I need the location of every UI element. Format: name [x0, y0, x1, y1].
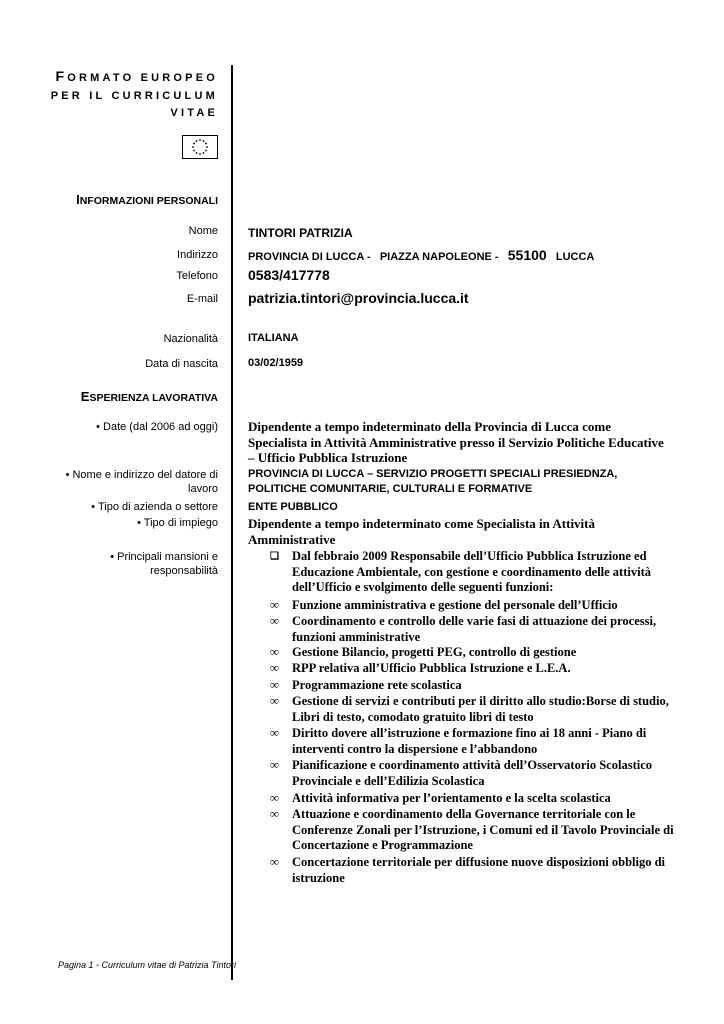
experience-heading: ESPERIENZA LAVORATIVA	[80, 389, 218, 404]
infinity-bullet-icon: ∞	[270, 661, 279, 675]
value-address: PROVINCIA DI LUCCA - PIAZZA NAPOLEONE - 55100 LUCCA	[248, 247, 595, 263]
eu-flag-icon	[182, 135, 218, 159]
value-name: TINTORI PATRIZIA	[248, 226, 353, 240]
infinity-bullet-icon: ∞	[270, 645, 279, 659]
label-employer: • Nome e indirizzo del datore di lavoro	[65, 469, 218, 495]
label-name: Nome	[188, 225, 218, 237]
infinity-bullet-icon: ∞	[270, 694, 279, 708]
cv-format-heading: FORMATO EUROPEO PER IL CURRICULUM VITAE	[50, 68, 218, 119]
value-birth-date: 03/02/1959	[248, 357, 304, 369]
infinity-bullet-icon: ∞	[270, 791, 279, 805]
value-sector: ENTE PUBBLICO	[248, 501, 338, 513]
label-nationality: Nazionalità	[163, 333, 218, 345]
main-duty-item: ❑ Dal febbraio 2009 Responsabile dell’Ufficio Pubblica Istruzione ed Educazione Ambientale, con gestione e coordinamento delle attività dell’Ufficio e svolgimento delle seguenti funzioni:	[270, 549, 651, 594]
square-bullet-icon: ❑	[270, 551, 279, 562]
value-phone: 0583/417778	[248, 267, 330, 283]
label-phone: Telefono	[176, 270, 218, 282]
label-address: Indirizzo	[177, 249, 218, 261]
label-job-type: • Tipo di impiego	[137, 517, 218, 529]
infinity-bullet-icon: ∞	[270, 807, 279, 821]
value-employer: PROVINCIA DI LUCCA – SERVIZIO PROGETTI SPECIALI PRESIEDNZA, POLITICHE COMUNITARIE, CULTURALI E FORMATIVE	[248, 468, 618, 495]
infinity-bullet-icon: ∞	[270, 614, 279, 628]
label-sector: • Tipo di azienda o settore	[91, 501, 218, 513]
infinity-bullet-icon: ∞	[270, 855, 279, 869]
label-birth-date: Data di nascita	[145, 358, 218, 370]
infinity-bullet-icon: ∞	[270, 758, 279, 772]
infinity-bullet-icon: ∞	[270, 598, 279, 612]
value-email[interactable]: patrizia.tintori@provincia.lucca.it	[248, 290, 469, 306]
infinity-bullet-icon: ∞	[270, 726, 279, 740]
value-job-type: Dipendente a tempo indeterminato come Specialista in Attività Amministrative	[248, 516, 595, 547]
value-nationality: ITALIANA	[248, 332, 299, 344]
value-dates: Dipendente a tempo indeterminato della Provincia di Lucca come Specialista in Attività Amministrative presso il Servizio Politiche Educative – Ufficio Pubblica Istruzione	[248, 419, 664, 465]
vertical-divider	[231, 65, 233, 980]
label-email: E-mail	[186, 293, 218, 305]
infinity-bullet-icon: ∞	[270, 678, 279, 692]
label-duties: • Principali mansioni e responsabilità	[110, 551, 218, 577]
personal-info-heading: INFORMAZIONI PERSONALI	[76, 192, 218, 207]
page-footer: Pagina 1 - Curriculum vitae di Patrizia Tintori	[58, 960, 236, 970]
label-dates: • Date (dal 2006 ad oggi)	[96, 421, 218, 433]
